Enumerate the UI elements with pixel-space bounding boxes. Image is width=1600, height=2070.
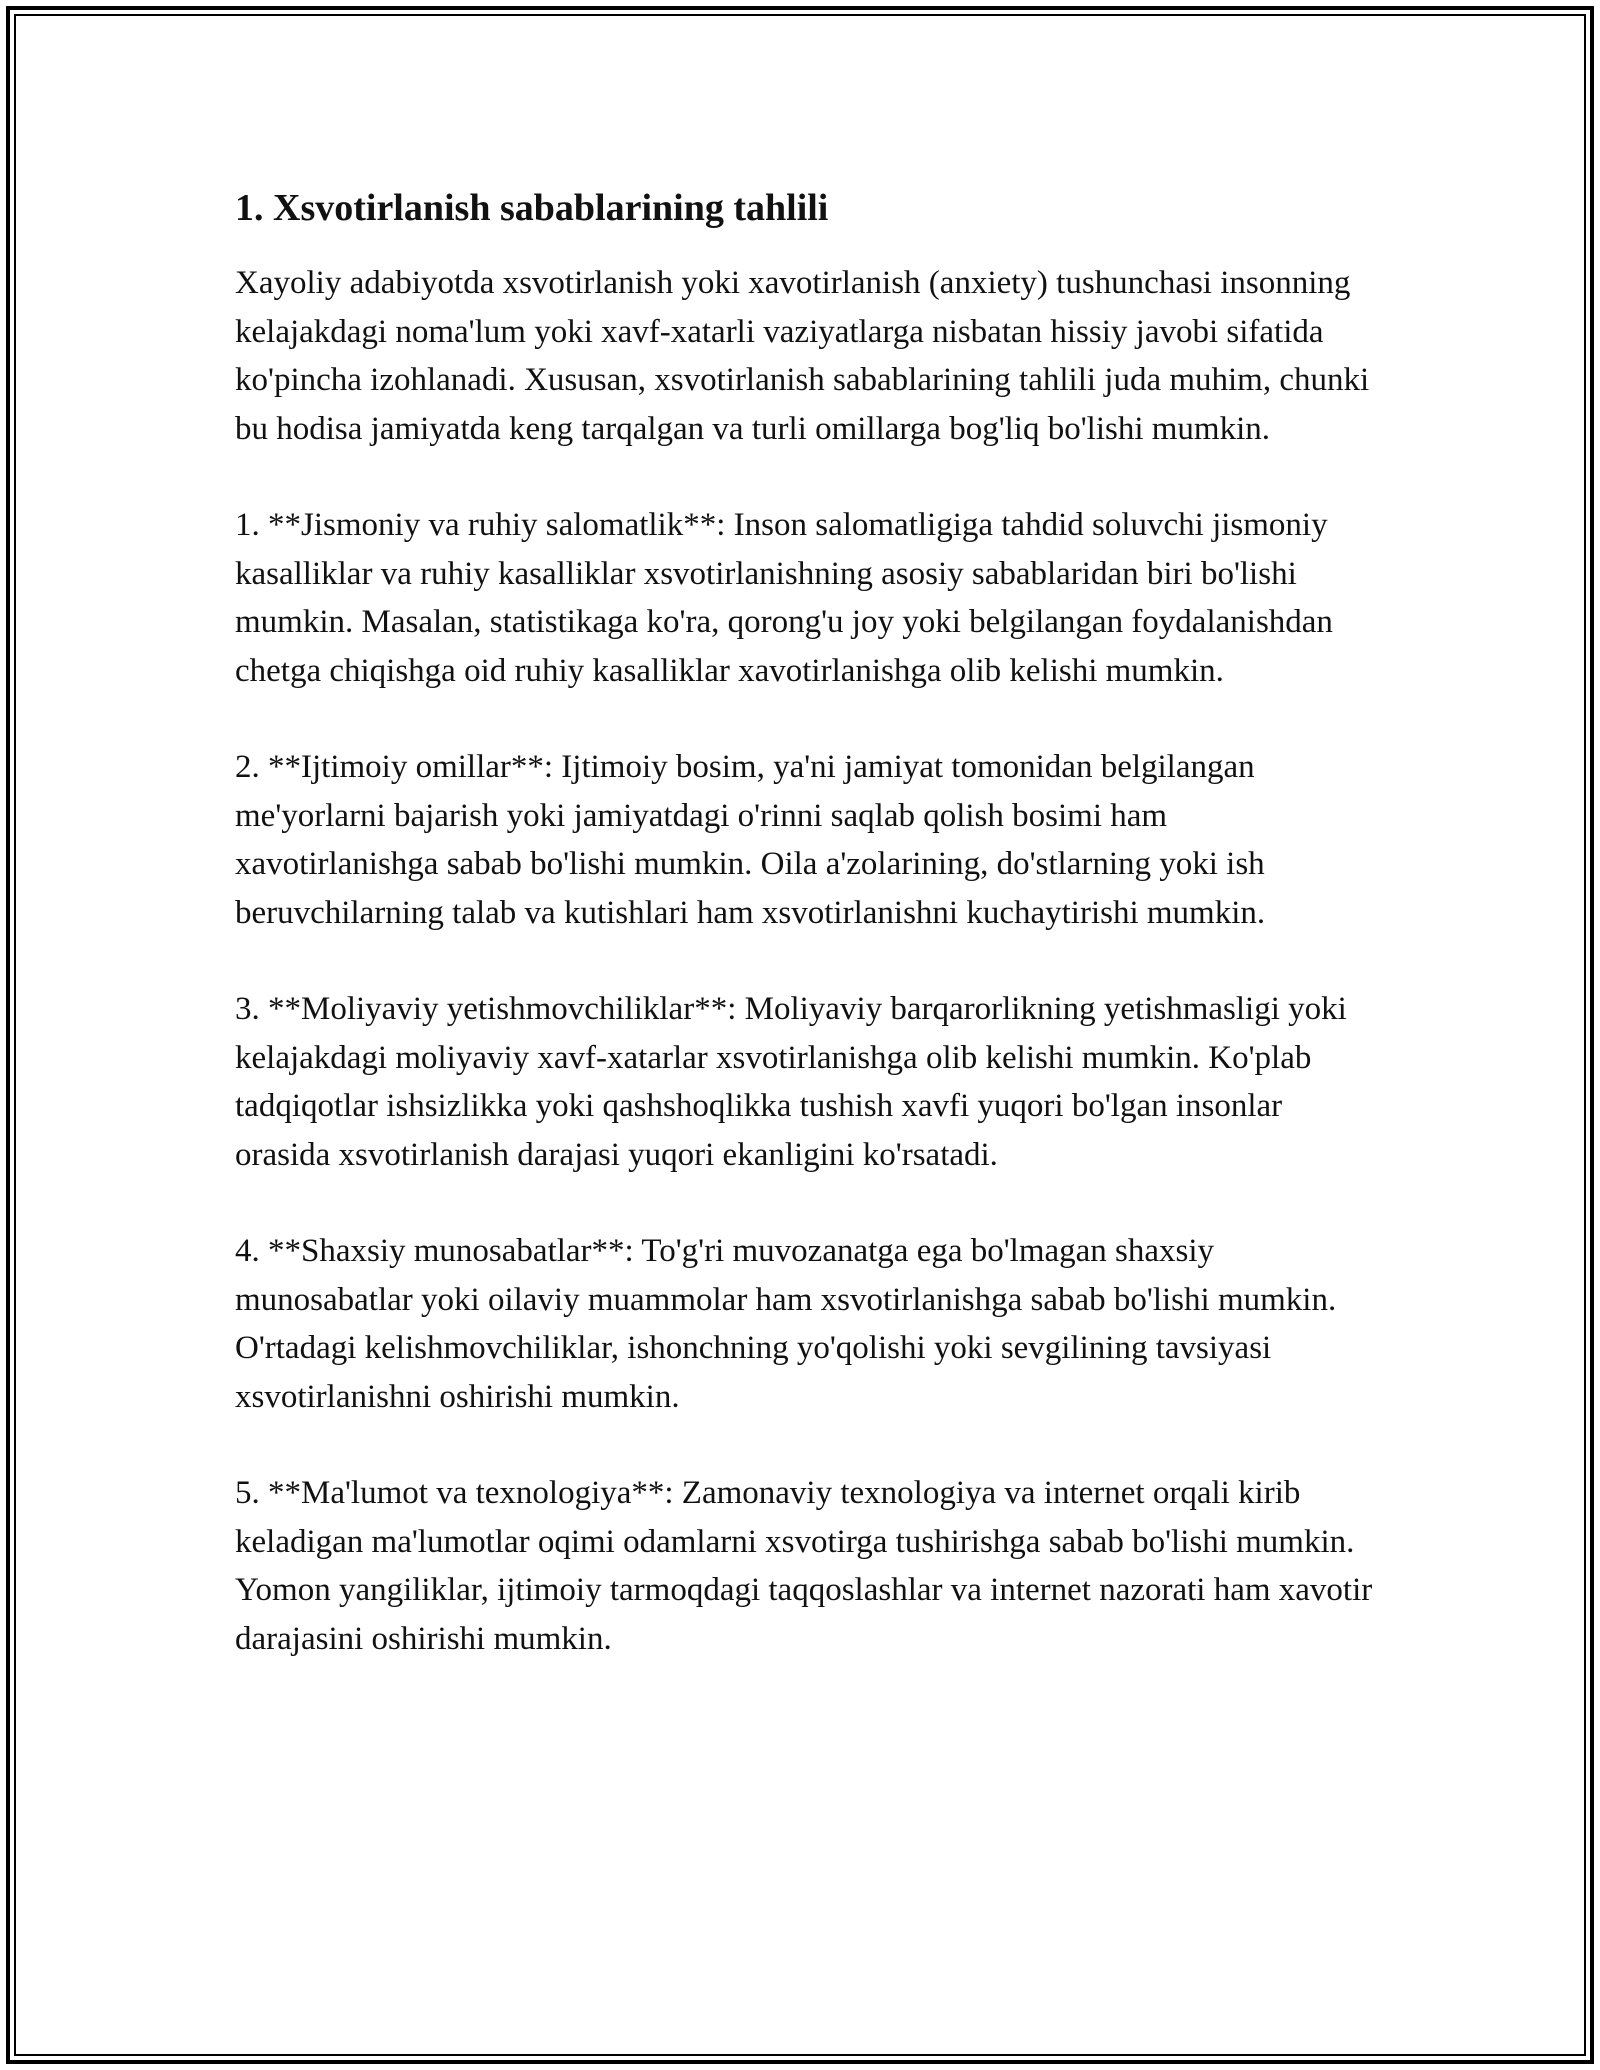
document-body <box>235 185 1375 1711</box>
paragraph-information-technology: 5. **Ma'lumot va texnologiya**: Zamonaviy texnologiya va internet orqali kirib keladigan ma'lumotlar oqimi odamlarni xsvotirga tushirishga sabab bo'lishi mumkin. Yomon yangiliklar, ijtimoiy tarmoqdagi taqqoslashlar va internet nazorati ham xavotir darajasini oshirishi mumkin. <box>235 1475 1373 1657</box>
document-title: 1. Xsvotirlanish sabablarining tahlili <box>235 187 829 229</box>
paragraph-financial-shortages: 3. **Moliyaviy yetishmovchiliklar**: Moliyaviy barqarorlikning yetishmasligi yoki kelajakdagi moliyaviy xavf-xatarlar xsvotirlanishga olib kelishi mumkin. Ko'plab tadqiqotlar ishsizlikka yoki qashshoqlikka tushish xavfi yuqori bo'lgan insonlar orasida xsvotirlanish darajasi yuqori ekanligini ko'rsatadi. <box>235 991 1347 1173</box>
paragraph-physical-mental-health: 1. **Jismoniy va ruhiy salomatlik**: Inson salomatligiga tahdid soluvchi jismoniy kasalliklar va ruhiy kasalliklar xsvotirlanishning asosiy sabablaridan biri bo'lishi mumkin. Masalan, statistikaga ko'ra, qorong'u joy yoki belgilangan foydalanishdan chetga chiqishga oid ruhiy kasalliklar xavotirlanishga olib kelishi mumkin. <box>235 507 1333 689</box>
paragraph-social-factors: 2. **Ijtimoiy omillar**: Ijtimoiy bosim, ya'ni jamiyat tomonidan belgilangan me'yorlarni bajarish yoki jamiyatdagi o'rinni saqlab qolish bosimi ham xavotirlanishga sabab bo'lishi mumkin. Oila a'zolarining, do'stlarning yoki ish beruvchilarning talab va kutishlari ham xsvotirlanishni kuchaytirishi mumkin. <box>235 749 1266 931</box>
paragraph-personal-relationships: 4. **Shaxsiy munosabatlar**: To'g'ri muvozanatga ega bo'lmagan shaxsiy munosabatlar yoki oilaviy muammolar ham xsvotirlanishga sabab bo'lishi mumkin. O'rtadagi kelishmovchiliklar, ishonchning yo'qolishi yoki sevgilining tavsiyasi xsvotirlanishni oshirishi mumkin. <box>235 1233 1337 1415</box>
intro-paragraph: Xayoliy adabiyotda xsvotirlanish yoki xavotirlanish (anxiety) tushunchasi insonning kelajakdagi noma'lum yoki xavf-xatarli vaziyatlarga nisbatan hissiy javobi sifatida ko'pincha izohlanadi. Xususan, xsvotirlanish sabablarining tahlili juda muhim, chunki bu hodisa jamiyatda keng tarqalgan va turli omillarga bog'liq bo'lishi mumkin. <box>235 265 1370 447</box>
